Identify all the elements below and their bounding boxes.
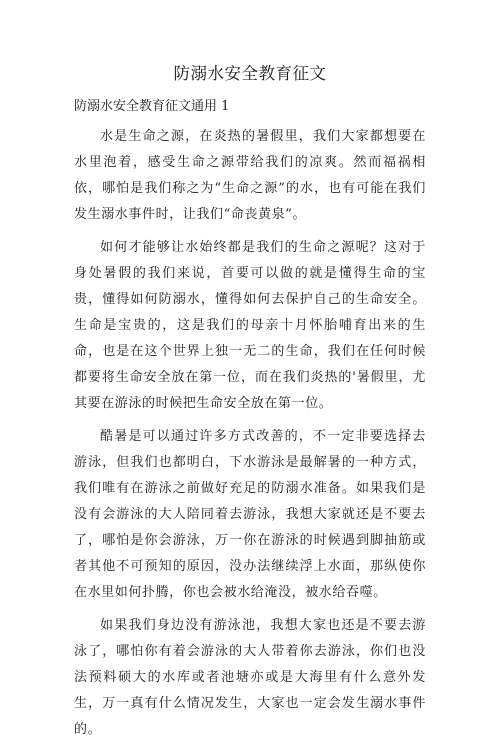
document-title: 防溺水安全教育征文 (173, 64, 327, 83)
paragraph-3: 酷暑是可以通过许多方式改善的，不一定非要选择去游泳，但我们也都明白，下水游泳是最解暑的一种方式，我们唯有在游泳之前做好充足的防溺水准备。如果我们是没有会游泳的大人陪同着去游泳，我想大家就还是不要去了，哪怕是你会游泳，万一你在游泳的时候遇到脚抽筋或者其他不可预知的原因，没办法继续浮上水面，那纵使你在水里如何扑腾，你也会被水给淹没，被水给吞噬。 (74, 429, 426, 600)
paragraph-1: 水是生命之源，在炎热的暑假里，我们大家都想要在水里泡着，感受生命之源带给我们的凉爽。然而福祸相依，哪怕是我们称之为“生命之源”的水，也有可能在我们发生溺水事件时，让我们“命丧黄泉”。 (74, 129, 426, 222)
paragraph-4: 如果我们身边没有游泳池，我想大家也还是不要去游泳了，哪怕你有着会游泳的大人带着你去游泳，你们也没法预料硕大的水库或者池塘亦或是大海里有什么意外发生，万一真有什么情况发生，大家也一定会发生溺水事件的。 (74, 618, 426, 737)
paragraph-2: 如何才能够让水始终都是我们的生命之源呢？这对于身处暑假的我们来说，首要可以做的就是懂得生命的宝贵，懂得如何防溺水，懂得如何去保护自己的生命安全。生命是宝贵的，这是我们的母亲十月怀胎哺育出来的生命，也是在这个世界上独一无二的生命，我们在任何时候都要将生命安全放在第一位，而在我们炎热的'暑假里，尤其要在游泳的时候把生命安全放在第一位。 (74, 240, 426, 411)
document-subtitle: 防溺水安全教育征文通用 1 (74, 99, 230, 114)
